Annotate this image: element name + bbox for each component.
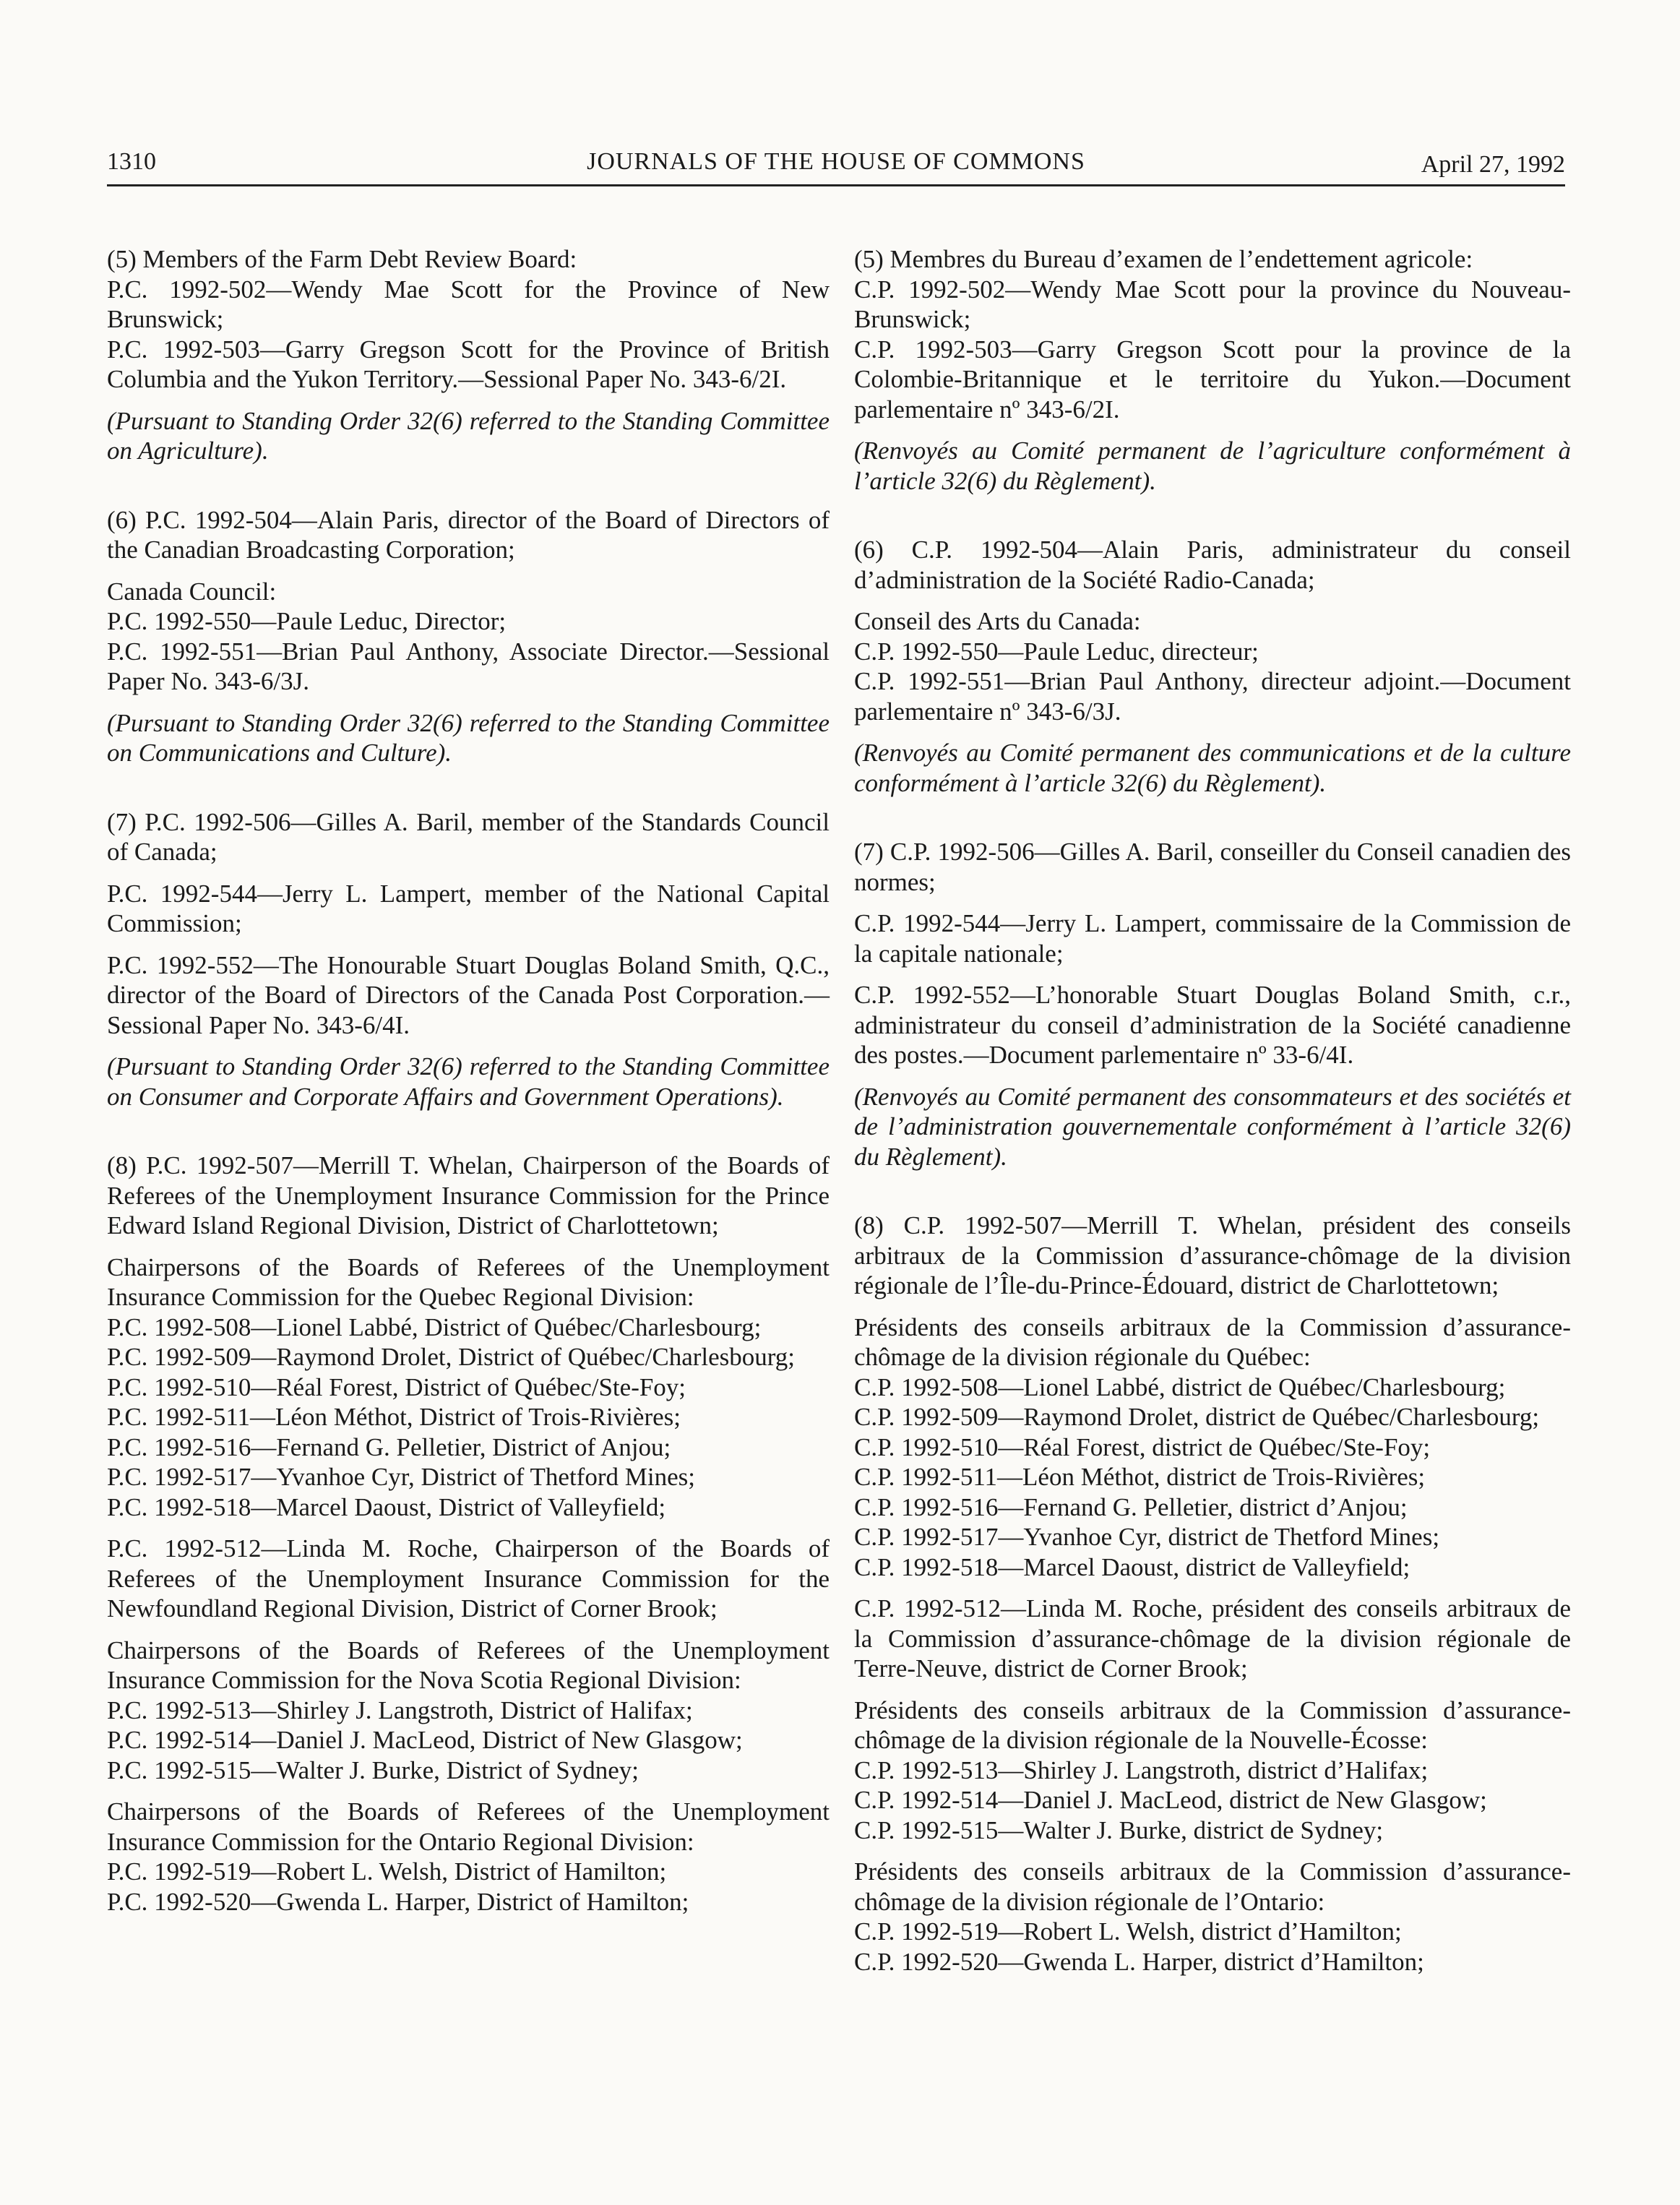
section-6 [854, 535, 1571, 798]
appointment-line: P.C. 1992-509—Raymond Drolet, District of Québec/Charlesbourg; [107, 1343, 796, 1371]
appointment-line: C.P. 1992-513—Shirley J. Langstroth, district d’Halifax; [854, 1755, 1429, 1784]
section-line: C.P. 1992-502—Wendy Mae Scott pour la province du Nouveau-Brunswick; [854, 275, 1571, 333]
section-line: P.C. 1992-550—Paule Leduc, Director; [107, 607, 507, 635]
appointment-line: P.C. 1992-515—Walter J. Burke, District of Sydney; [107, 1755, 639, 1784]
appointment-line: C.P. 1992-518—Marcel Daoust, district de Valleyfield; [854, 1552, 1410, 1581]
section-line: (5) Members of the Farm Debt Review Board: [107, 245, 577, 273]
appointment-paragraph: P.C. 1992-544—Jerry L. Lampert, member of the National Capital Commission; [107, 879, 830, 937]
appointment-line: P.C. 1992-511—Léon Méthot, District of Trois-Rivières; [107, 1403, 681, 1431]
section-6-intro: (6) C.P. 1992-504—Alain Paris, administrateur du conseil d’administration de la Société Radio-Canada; [854, 536, 1571, 594]
appointment-line: P.C. 1992-513—Shirley J. Langstroth, District of Halifax; [107, 1695, 693, 1724]
appointment-paragraph: (8) P.C. 1992-507—Merrill T. Whelan, Chairperson of the Boards of Referees of the Unemployment Insurance Commission for the Prince Edward Island Regional Division, District of Charlottetown; [107, 1151, 830, 1239]
english-column [107, 244, 830, 1956]
page-header [107, 148, 1565, 186]
appointment-line: C.P. 1992-508—Lionel Labbé, district de Québec/Charlesbourg; [854, 1372, 1506, 1401]
section-5 [107, 244, 830, 466]
quebec-division [107, 1252, 830, 1523]
appointment-line: P.C. 1992-514—Daniel J. MacLeod, District of New Glasgow; [107, 1726, 743, 1754]
section-6-text [854, 606, 1571, 726]
appointment-paragraph: C.P. 1992-512—Linda M. Roche, président des conseils arbitraux de la Commission d’assurance-chômage de la division régionale de Terre-Neuve, district de Corner Brook; [854, 1594, 1571, 1682]
appointment-paragraph: C.P. 1992-544—Jerry L. Lampert, commissaire de la Commission de la capitale nationale; [854, 909, 1571, 968]
appointment-paragraph: P.C. 1992-512—Linda M. Roche, Chairperson of the Boards of Referees of the Unemployment Insurance Commission for the Newfoundland Regional Division, District of Corner Brook; [107, 1534, 830, 1622]
division-intro: Chairpersons of the Boards of Referees of the Unemployment Insurance Commission for the Quebec Regional Division: [107, 1252, 830, 1311]
appointment-paragraph: (7) C.P. 1992-506—Gilles A. Baril, conseiller du Conseil canadien des normes; [854, 838, 1571, 896]
appointment-line: C.P. 1992-516—Fernand G. Pelletier, district d’Anjou; [854, 1492, 1408, 1521]
page-number: 1310 [107, 148, 156, 175]
journal-title: JOURNALS OF THE HOUSE OF COMMONS [587, 148, 1085, 175]
referral-note: (Pursuant to Standing Order 32(6) referred to the Standing Committee on Agriculture). [107, 406, 830, 465]
appointment-line: P.C. 1992-519—Robert L. Welsh, District of Hamilton; [107, 1857, 667, 1886]
appointment-line: P.C. 1992-510—Réal Forest, District of Québec/Ste-Foy; [107, 1372, 686, 1401]
appointment-line: C.P. 1992-517—Yvanhoe Cyr, district de Thetford Mines; [854, 1523, 1440, 1551]
section-line: C.P. 1992-550—Paule Leduc, directeur; [854, 637, 1259, 666]
appointment-line: P.C. 1992-516—Fernand G. Pelletier, District of Anjou; [107, 1432, 671, 1461]
section-line: Conseil des Arts du Canada: [854, 607, 1141, 635]
nova-scotia-division [107, 1636, 830, 1786]
referral-note: (Renvoyés au Comité permanent des consommateurs et des sociétés et de l’administration gouvernementale conformément à l’article 32(6) du Règlement). [854, 1082, 1571, 1171]
division-intro: Présidents des conseils arbitraux de la Commission d’assurance-chômage de la division régionale du Québec: [854, 1312, 1571, 1371]
appointment-line: C.P. 1992-514—Daniel J. MacLeod, district de New Glasgow; [854, 1786, 1487, 1814]
referral-note: (Renvoyés au Comité permanent de l’agriculture conformément à l’article 32(6) du Règlement). [854, 437, 1571, 495]
division-intro: Présidents des conseils arbitraux de la Commission d’assurance-chômage de la division régionale de l’Ontario: [854, 1857, 1571, 1916]
header-date: April 27, 1992 [1421, 151, 1565, 178]
section-line: C.P. 1992-503—Garry Gregson Scott pour la province de la Colombie-Britannique et le territoire du Yukon.—Document parlementaire nº 343-6/2I. [854, 335, 1571, 424]
section-6 [107, 505, 830, 768]
appointment-line: C.P. 1992-510—Réal Forest, district de Québec/Ste-Foy; [854, 1432, 1431, 1461]
appointment-line: C.P. 1992-519—Robert L. Welsh, district d’Hamilton; [854, 1917, 1402, 1946]
section-line: (5) Membres du Bureau d’examen de l’endettement agricole: [854, 245, 1473, 273]
appointment-line: C.P. 1992-520—Gwenda L. Harper, district d’Hamilton; [854, 1947, 1424, 1976]
division-intro: Chairpersons of the Boards of Referees of the Unemployment Insurance Commission for the Nova Scotia Regional Division: [107, 1636, 830, 1694]
division-intro: Chairpersons of the Boards of Referees of the Unemployment Insurance Commission for the Ontario Regional Division: [107, 1797, 830, 1856]
section-line: C.P. 1992-551—Brian Paul Anthony, directeur adjoint.—Document parlementaire nº 343-6/3J. [854, 667, 1571, 726]
nova-scotia-division [854, 1695, 1571, 1846]
division-intro: Présidents des conseils arbitraux de la Commission d’assurance-chômage de la division régionale de la Nouvelle-Écosse: [854, 1695, 1571, 1754]
referral-note: (Pursuant to Standing Order 32(6) referred to the Standing Committee on Communications and Culture). [107, 708, 830, 767]
appointment-line: C.P. 1992-511—Léon Méthot, district de Trois-Rivières; [854, 1463, 1426, 1491]
quebec-division [854, 1312, 1571, 1583]
section-line: Canada Council: [107, 577, 277, 606]
appointment-line: C.P. 1992-509—Raymond Drolet, district de Québec/Charlesbourg; [854, 1403, 1540, 1431]
appointment-line: P.C. 1992-518—Marcel Daoust, District of Valleyfield; [107, 1492, 666, 1521]
section-line: P.C. 1992-503—Garry Gregson Scott for the Province of British Columbia and the Yukon Territory.—Sessional Paper No. 343-6/2I. [107, 335, 830, 393]
section-8 [854, 1211, 1571, 1977]
ontario-division [854, 1857, 1571, 1977]
section-6-text [107, 577, 830, 697]
section-8 [107, 1151, 830, 1917]
referral-note: (Pursuant to Standing Order 32(6) referred to the Standing Committee on Consumer and Corporate Affairs and Government Operations). [107, 1052, 830, 1111]
appointment-paragraph: (8) C.P. 1992-507—Merrill T. Whelan, président des conseils arbitraux de la Commission d’assurance-chômage de la division régionale de l’Île-du-Prince-Édouard, district de Charlottetown; [854, 1211, 1571, 1299]
section-7 [854, 837, 1571, 1172]
referral-note: (Renvoyés au Comité permanent des communications et de la culture conformément à l’article 32(6) du Règlement). [854, 739, 1571, 797]
appointment-line: P.C. 1992-520—Gwenda L. Harper, District of Hamilton; [107, 1887, 689, 1916]
appointment-line: P.C. 1992-517—Yvanhoe Cyr, District of Thetford Mines; [107, 1463, 695, 1491]
section-line: P.C. 1992-502—Wendy Mae Scott for the Province of New Brunswick; [107, 275, 830, 333]
section-5-text [854, 244, 1571, 424]
appointment-paragraph: P.C. 1992-552—The Honourable Stuart Douglas Boland Smith, Q.C., director of the Board of Directors of the Canada Post Corporation.—Sessional Paper No. 343-6/4I. [107, 950, 830, 1039]
appointment-paragraph: C.P. 1992-552—L’honorable Stuart Douglas Boland Smith, c.r., administrateur du conseil d’administration de la Société canadienne des postes.—Document parlementaire nº 33-6/4I. [854, 981, 1571, 1069]
appointment-line: C.P. 1992-515—Walter J. Burke, district de Sydney; [854, 1815, 1384, 1844]
section-5-text [107, 244, 830, 395]
section-5 [854, 244, 1571, 496]
appointment-line: P.C. 1992-508—Lionel Labbé, District of Québec/Charlesbourg; [107, 1312, 762, 1341]
section-6-intro: (6) P.C. 1992-504—Alain Paris, director of the Board of Directors of the Canadian Broadcasting Corporation; [107, 505, 830, 564]
appointment-paragraph: (7) P.C. 1992-506—Gilles A. Baril, member of the Standards Council of Canada; [107, 807, 830, 866]
french-column [854, 244, 1571, 2016]
section-line: P.C. 1992-551—Brian Paul Anthony, Associate Director.—Sessional Paper No. 343-6/3J. [107, 637, 830, 695]
ontario-division [107, 1797, 830, 1917]
section-7 [107, 807, 830, 1112]
